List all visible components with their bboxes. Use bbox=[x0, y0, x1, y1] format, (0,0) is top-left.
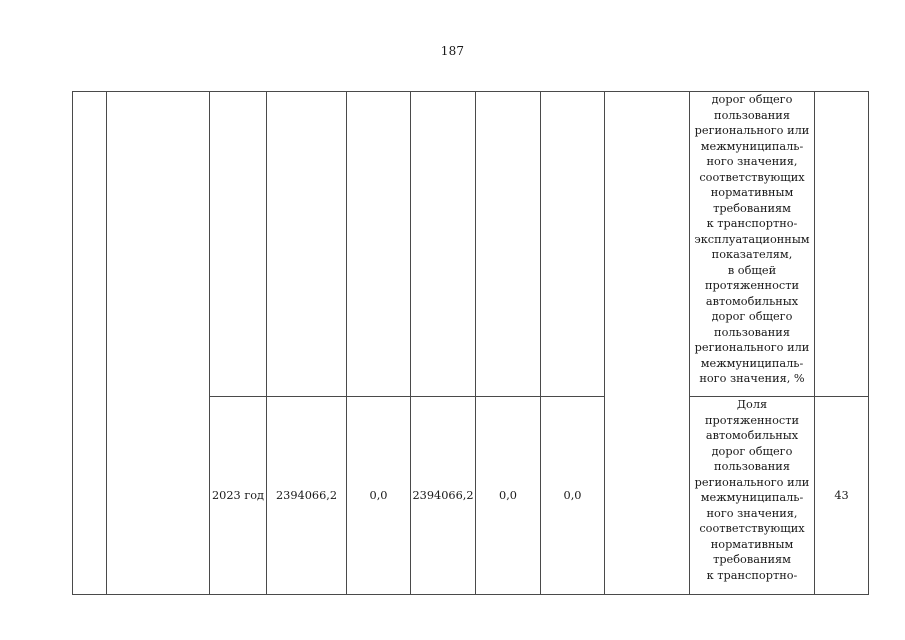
indicator-value-cell bbox=[815, 92, 869, 397]
table-row bbox=[73, 92, 869, 397]
indicator-description-cell bbox=[690, 92, 815, 397]
text-line: регионального или bbox=[694, 341, 810, 354]
text-line: в общей bbox=[727, 263, 777, 277]
regional-cell bbox=[411, 92, 476, 397]
text-line: нормативным bbox=[710, 186, 794, 199]
year-cell: 2023 год bbox=[210, 397, 267, 595]
text-line: соответствующих bbox=[699, 522, 805, 535]
text-line: дорог общего bbox=[711, 444, 793, 458]
text-line: регионального или bbox=[694, 475, 810, 489]
text-line: автомобильных bbox=[705, 294, 799, 308]
other-cell bbox=[541, 92, 605, 397]
text-line: пользования bbox=[714, 325, 790, 339]
indicator-description-cell bbox=[690, 397, 815, 595]
result-cell bbox=[605, 92, 690, 595]
number-cell bbox=[73, 92, 107, 595]
text-line: ного значения, % bbox=[699, 372, 805, 385]
text-line: к транспортно- bbox=[706, 217, 798, 230]
text-line: Доля bbox=[736, 398, 768, 411]
text-line: требованиям bbox=[713, 201, 791, 215]
program-table bbox=[72, 91, 869, 595]
other-cell: 0,0 bbox=[541, 397, 605, 595]
total-cell bbox=[267, 92, 347, 397]
year-cell bbox=[210, 92, 267, 397]
indicator-value-cell: 43 bbox=[815, 397, 869, 595]
text-line: нормативным bbox=[710, 537, 794, 551]
text-line: дорог общего bbox=[711, 93, 793, 106]
text-line: протяженности bbox=[705, 279, 799, 292]
text-line: автомобильных bbox=[705, 429, 799, 442]
text-line: ного значения, bbox=[706, 155, 798, 168]
text-line: регионального или bbox=[694, 124, 810, 137]
text-line: межмуниципаль- bbox=[700, 139, 804, 153]
federal-cell: 0,0 bbox=[347, 397, 411, 595]
text-line: соответствующих bbox=[699, 170, 805, 184]
text-line: дорог общего bbox=[711, 310, 793, 323]
text-line: пользования bbox=[714, 108, 790, 122]
name-cell bbox=[107, 92, 210, 595]
text-line: к транспортно- bbox=[706, 568, 798, 582]
text-line: требованиям bbox=[713, 553, 791, 566]
text-line: протяженности bbox=[705, 413, 799, 427]
federal-cell bbox=[347, 92, 411, 397]
text-line: показателям, bbox=[711, 248, 793, 261]
text-line: межмуниципаль- bbox=[700, 356, 804, 370]
total-cell: 2394066,2 bbox=[267, 397, 347, 595]
local-cell bbox=[476, 92, 541, 397]
text-line: пользования bbox=[714, 460, 790, 473]
indicator-text bbox=[690, 397, 814, 583]
page-number: 187 bbox=[440, 44, 465, 58]
text-line: ного значения, bbox=[706, 506, 798, 520]
regional-cell: 2394066,2 bbox=[411, 397, 476, 595]
text-line: межмуниципаль- bbox=[700, 491, 804, 504]
local-cell: 0,0 bbox=[476, 397, 541, 595]
indicator-text bbox=[690, 92, 814, 387]
text-line: эксплуатационным bbox=[694, 232, 810, 246]
